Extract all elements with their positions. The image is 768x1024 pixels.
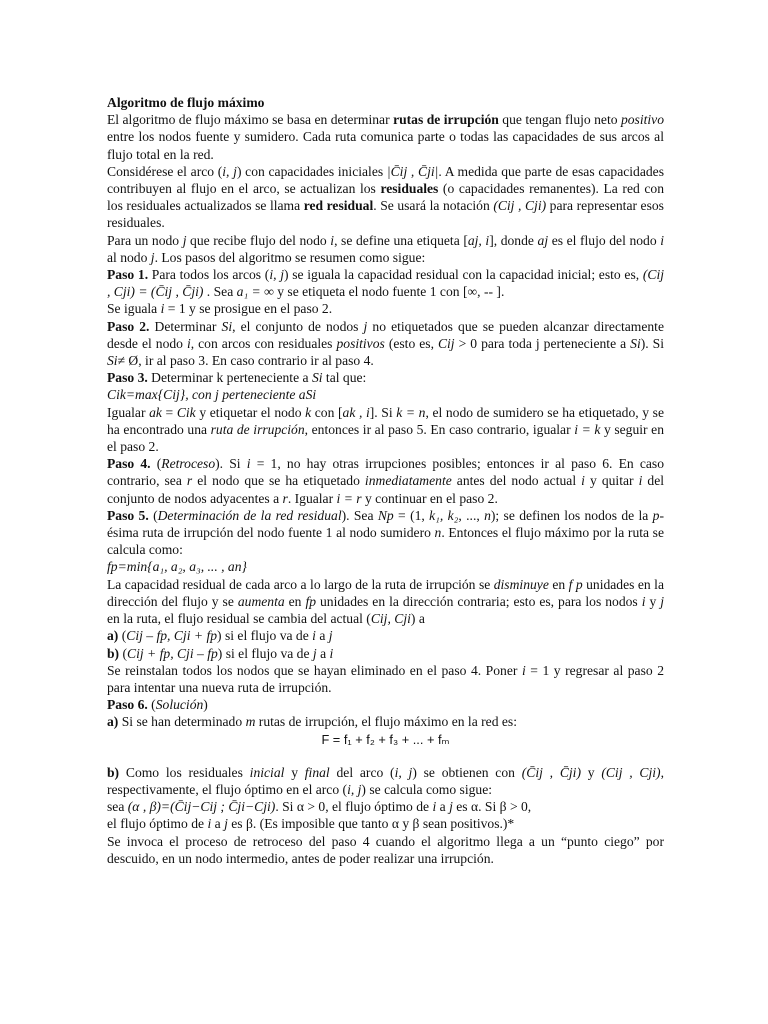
paso-2-label: Paso 2.: [107, 318, 150, 334]
paso-6-option-a: a) Si se han determinado m rutas de irrupción, el flujo máximo en la red es:: [107, 714, 517, 730]
residual-notation-formula: (Cij , Cji): [493, 198, 547, 214]
paso-6-option-b: b) Como los residuales inicial y final del arco (i, j) se obtienen con (C̄ij , C̄ji) y (Cij , Cji), respectivamente, el flujo óptimo en el arco (i, j) se calcula como sigue:: [107, 764, 664, 797]
paso-5-reinstall: Se reinstalan todos los nodos que se hayan eliminado en el paso 4. Poner i = 1 y regresar al paso 2 para intentar una nueva ruta de irrupción.: [107, 662, 664, 695]
paso-6-sea: sea (α , β)=(C̄ij−Cij ; C̄ji−Cji). Si α > 0, el flujo óptimo de i a j es α. Si β > 0,: [107, 799, 532, 815]
consider-paragraph: Considérese el arco (i, j) con capacidades iniciales |C̄ij , C̄ji|. A medida que parte de esas capacidades contribuyen al flujo en el arco, se actualizan los residuales (o capacidades remanentes). La red con los residuales actualizados se llama red residual. Se usará la notación (Cij , Cji) para representar esos residuales.: [107, 163, 665, 231]
paso-2: Paso 2. Determinar Si, el conjunto de nodos j no etiquetados que se pueden alcanzar directamente desde el nodo i, con arcos con residuales positivos (esto es, Cij > 0 para toda j perteneciente a Si). Si Si≠ Ø, ir al paso 3. En caso contrario ir al paso 4.: [107, 318, 664, 369]
page-title: Algoritmo de flujo máximo: [107, 95, 265, 110]
paso-4: Paso 4. (Retroceso). Si i = 1, no hay otras irrupciones posibles; entonces ir al paso 6. En caso contrario, sea r el nodo que se ha etiquetado inmediatamente antes del nodo actual i y quitar i del conjunto de nodos adyacentes a r. Igualar i = r y continuar en el paso 2.: [107, 456, 665, 506]
intro-paragraph: El algoritmo de flujo máximo se basa en determinar rutas de irrupción que tengan flujo neto positivo entre los nodos fuente y sumidero. Cada ruta comunica parte o todas las capacidades de sus arcos al flujo total en la red.: [107, 112, 664, 162]
paso-3-formula: Cik=max{Cij}, con j perteneciente aSi: [107, 387, 317, 403]
label-paragraph: Para un nodo j que recibe flujo del nodo i, se define una etiqueta [aj, i], donde aj es el flujo del nodo i al nodo j. Los pasos del algoritmo se resumen como sigue:: [107, 232, 664, 265]
spacer: [107, 748, 664, 764]
paso-5: Paso 5. (Determinación de la red residual). Sea Np = (1, k₁, k₂, ..., n); se definen los nodos de la p-ésima ruta de irrupción del nodo fuente 1 al nodo sumidero n. Entonces el flujo máximo por la ruta se calcula como:: [107, 507, 665, 558]
paso-6-optimo: el flujo óptimo de i a j es β. (Es imposible que tanto α y β sean positivos.)*: [107, 816, 515, 832]
paso-5-option-b: b) (Cij + fp, Cji – fp) si el flujo va de j a i: [107, 645, 334, 661]
paso-4-label: Paso 4.: [107, 456, 151, 472]
paso-3-label: Paso 3.: [107, 370, 148, 386]
paso-5-option-a: a) (Cij – fp, Cji + fp) si el flujo va de i a j: [107, 628, 333, 644]
paso-1: Paso 1. Para todos los arcos (i, j) se iguala la capacidad residual con la capacidad inicial; esto es, (Cij , Cji) = (C̄ij , C̄ji) . Sea a₁ = ∞ y se etiqueta el nodo fuente 1 con [∞, -- ].: [107, 267, 664, 300]
initial-capacity-formula: |C̄ij , C̄ji|: [386, 163, 439, 179]
max-flow-formula: F = f₁ + f₂ + f₃ + ... + fₘ: [321, 731, 450, 747]
paso-6-label: Paso 6.: [107, 697, 148, 713]
paso-6: Paso 6. (Solución): [107, 697, 208, 713]
paso-3: Paso 3. Determinar k perteneciente a Si tal que:: [107, 370, 367, 386]
paso-5-after: La capacidad residual de cada arco a lo largo de la ruta de irrupción se disminuye en f p unidades en la dirección del flujo y se aumenta en fp unidades en la dirección contraria; esto es, para los nodos i y j en la ruta, el flujo residual se cambia del actual (Cij, Cji) a: [107, 576, 664, 627]
paso-3-continue: Igualar ak = Cik y etiquetar el nodo k con [ak , i]. Si k = n, el nodo de sumidero se ha etiquetado, y se ha encontrado una ruta de irrupción, entonces ir al paso 5. En caso contrario, igualar i = k y seguir en el paso 2.: [107, 404, 665, 455]
paso-1-continue: Se iguala i = 1 y se prosigue en el paso 2.: [107, 301, 333, 317]
closing-paragraph: Se invoca el proceso de retroceso del paso 4 cuando el algoritmo llega a un “punto ciego” por descuido, en un nodo intermedio, antes de poder realizar una irrupción.: [107, 833, 664, 866]
paso-5-formula: fp=min{a₁, a₂, a₃, ... , an}: [107, 559, 247, 575]
paso-1-label: Paso 1.: [107, 267, 149, 283]
paso-5-label: Paso 5.: [107, 507, 149, 523]
